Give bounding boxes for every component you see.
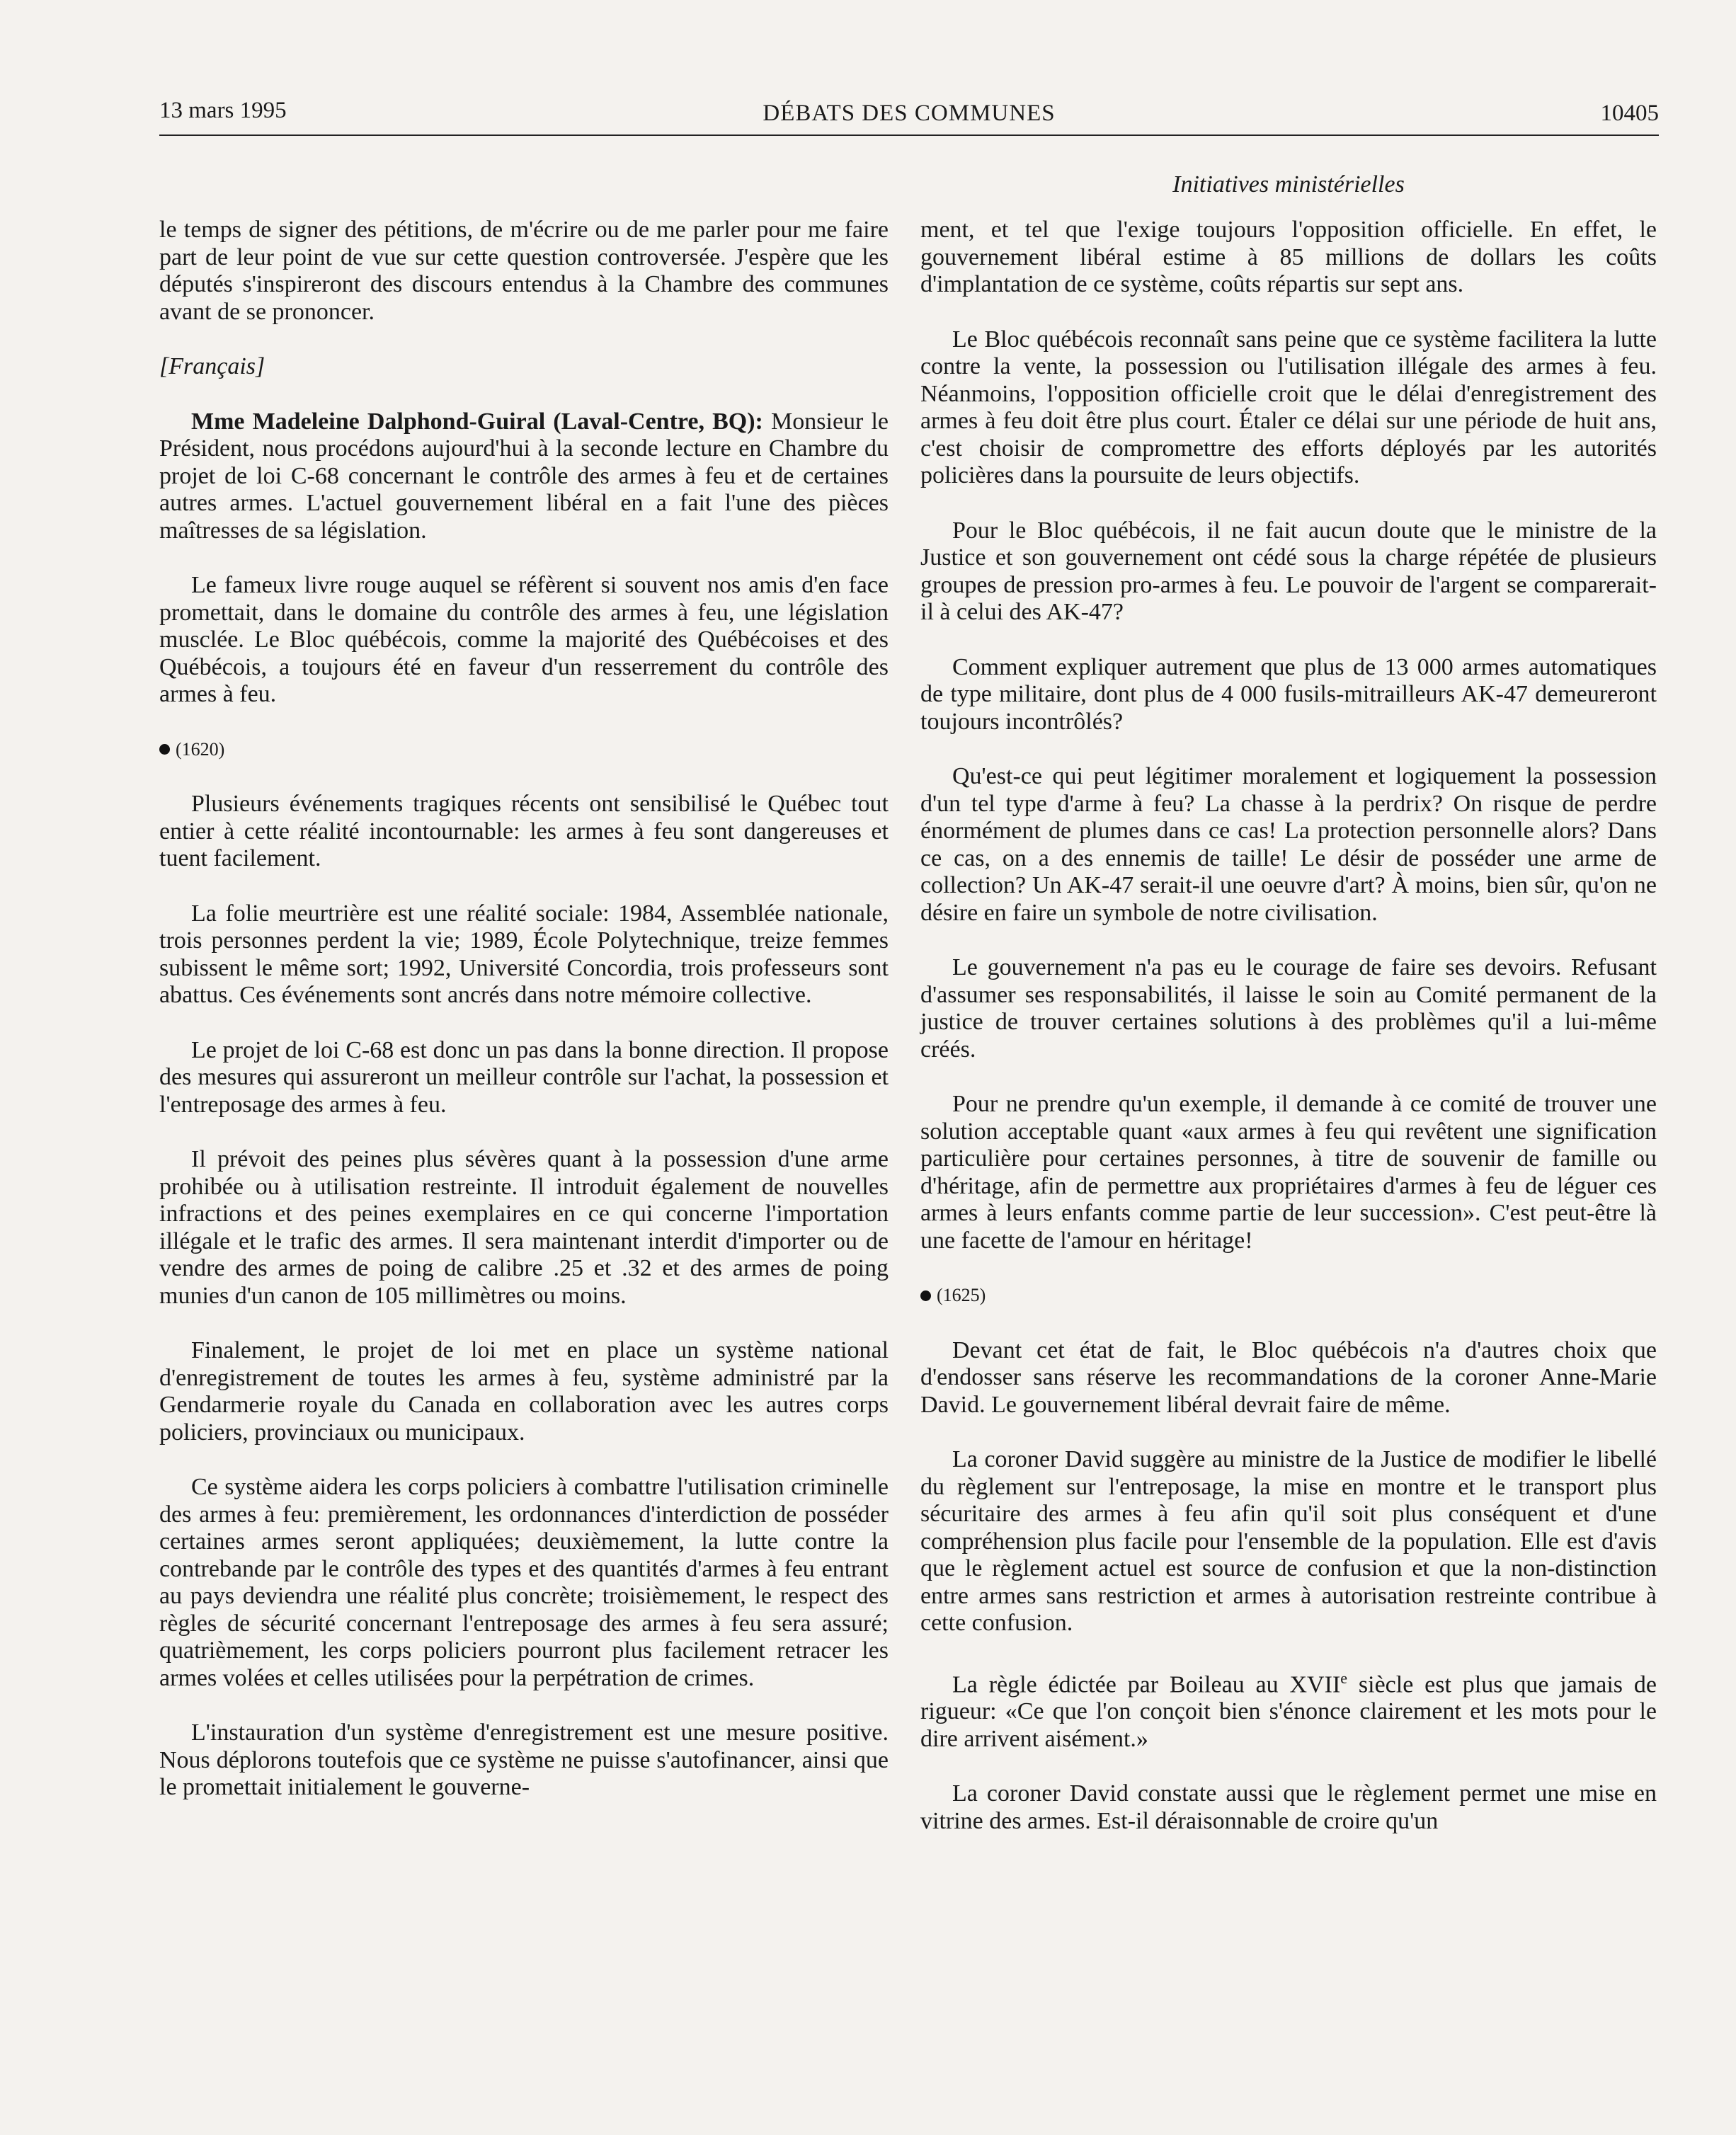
left-column xyxy=(159,217,889,1802)
paragraph: Ce système aidera les corps policiers à combattre l'utilisation criminelle des armes à feu: premièrement, les ordonnances d'interdiction de posséder certaines armes seront appliquées; deuxièmement, la lutte contre la contrebande par le contrôle des types et des quantités d'armes à feu entrant au pays deviendra une réalité plus concrète; troisièmement, le respect des règles de sécurité concernant l'entreposage des armes à feu sera assuré; quatrièmement, les corps policiers pourront plus facilement retracer les armes volées et celles utilisées pour la perpétration de crimes. xyxy=(159,1474,889,1691)
section-heading: Initiatives ministérielles xyxy=(1172,171,1405,198)
paragraph: Devant cet état de fait, le Bloc québécois n'a d'autres choix que d'endosser sans réserve les recommandations de la coroner Anne-Marie David. Le gouvernement libéral devrait faire de même. xyxy=(920,1336,1657,1418)
language-tag: [Français] xyxy=(159,353,265,379)
timestamp-text: (1620) xyxy=(176,738,225,760)
timestamp-text: (1625) xyxy=(937,1285,986,1305)
paragraph: Le projet de loi C-68 est donc un pas dans la bonne direction. Il propose des mesures qui assureront un meilleur contrôle sur l'achat, la possession et l'entreposage des armes à feu. xyxy=(159,1036,889,1118)
header-rule xyxy=(159,134,1659,136)
paragraph: Le fameux livre rouge auquel se réfèrent si souvent nos amis d'en face promettait, dans le domaine du contrôle des armes à feu, une législation musclée. Le Bloc québécois, comme la majorité des Québécoises et des Québécois, a toujours été en faveur d'un resserrement du contrôle des armes à feu. xyxy=(159,572,889,707)
paragraph: Le gouvernement n'a pas eu le courage de faire ses devoirs. Refusant d'assumer ses responsabilités, il laisse le soin au Comité permanent de la justice de trouver certaines solutions à des problèmes qu'il a lui-même créés. xyxy=(920,954,1657,1063)
paragraph: La coroner David suggère au ministre de la Justice de modifier le libellé du règlement sur l'entreposage, la mise en montre et le transport plus sécuritaire des armes à feu afin qu'il soit plus conséquent et d'une compréhension plus facile pour l'ensemble de la population. Elle est d'avis que le règlement actuel est source de confusion et que la non-distinction entre armes sans restriction et armes à autorisation restreinte contribue à cette confusion. xyxy=(920,1446,1657,1636)
paragraph: Plusieurs événements tragiques récents ont sensibilisé le Québec tout entier à cette réalité incontournable: les armes à feu sont dangereuses et tuent facilement. xyxy=(159,791,889,871)
superscript: e xyxy=(1340,1668,1348,1687)
paragraph: le temps de signer des pétitions, de m'écrire ou de me parler pour me faire part de leur point de vue sur cette question controversée. J'espère que les députés s'inspireront des discours entendus à la Chambre des communes avant de se prononcer. xyxy=(159,217,889,325)
bullet-icon xyxy=(920,1290,931,1301)
speaker-name: Mme Madeleine Dalphond-Guiral (Laval-Centre, BQ): xyxy=(191,408,763,435)
paragraph: La coroner David constate aussi que le règlement permet une mise en vitrine des armes. Est-il déraisonnable de croire qu'un xyxy=(920,1780,1657,1834)
text-run: siècle est plus que jamais de rigueur: «Ce que l'on conçoit bien s'énonce clairement et les mots pour le dire arrivent aisément.» xyxy=(920,1671,1657,1752)
text-run: La règle édictée par Boileau au XVII xyxy=(952,1671,1341,1698)
paragraph: Comment expliquer autrement que plus de 13 000 armes automatiques de type militaire, dont plus de 4 000 fusils-mitrailleurs AK-47 demeureront toujours incontrôlés? xyxy=(920,653,1657,735)
header-page-number: 10405 xyxy=(1600,101,1659,126)
timestamp xyxy=(920,1282,1657,1310)
header-journal-title: DÉBATS DES COMMUNES xyxy=(763,101,1056,126)
header-date: 13 mars 1995 xyxy=(159,98,287,123)
paragraph: L'instauration d'un système d'enregistrement est une mesure positive. Nous déplorons toutefois que ce système ne puisse s'autofinancer, ainsi que le promettait initialement le gouverne- xyxy=(159,1719,889,1800)
paragraph: Qu'est-ce qui peut légitimer moralement et logiquement la possession d'un tel type d'arme à feu? La chasse à la perdrix? On risque de perdre énormément de plumes dans ce cas! La protection personnelle alors? Dans ce cas, on a des ennemis de taille! Le désir de posséder une arme de collection? Un AK-47 serait-il une oeuvre d'art? À moins, bien sûr, qu'on ne désire en faire un symbole de notre civilisation. xyxy=(920,763,1657,926)
paragraph: La folie meurtrière est une réalité sociale: 1984, Assemblée nationale, trois personnes perdent la vie; 1989, École Polytechnique, treize femmes subissent le même sort; 1992, Université Concordia, trois professeurs sont abattus. Ces événements sont ancrés dans notre mémoire collective. xyxy=(159,900,889,1008)
paragraph: Pour le Bloc québécois, il ne fait aucun doute que le ministre de la Justice et son gouvernement ont cédé sous la charge répétée de plusieurs groupes de pression pro-armes à feu. Le pouvoir de l'argent se comparerait-il à celui des AK-47? xyxy=(920,517,1657,625)
right-column xyxy=(920,217,1657,1835)
paragraph: Pour ne prendre qu'un exemple, il demande à ce comité de trouver une solution acceptable quant «aux armes à feu qui revêtent une signification particulière pour certaines personnes, à titre de souvenir de famille ou d'héritage, afin de permettre aux propriétaires d'armes à feu de léguer ces armes à leurs enfants comme partie de leur succession». C'est peut-être là une facette de l'amour en héritage! xyxy=(920,1091,1657,1254)
page-header xyxy=(159,98,1659,132)
paragraph: ment, et tel que l'exige toujours l'opposition officielle. En effet, le gouvernement libéral estime à 85 millions de dollars les coûts d'implantation de ce système, coûts répartis sur sept ans. xyxy=(920,217,1657,297)
speech-opening xyxy=(159,408,889,545)
paragraph: Il prévoit des peines plus sévères quant à la possession d'une arme prohibée ou à utilisation restreinte. Il introduit également de nouvelles infractions et des peines exemplaires en ce qui concerne l'importation illégale et le trafic des armes. Il sera maintenant interdit d'importer ou de vendre des armes de poing de calibre .25 et .32 et des armes de poing munies d'un canon de 105 millimètres ou moins. xyxy=(159,1146,889,1309)
bullet-icon xyxy=(159,744,170,755)
paragraph: Monsieur le Président, nous procédons aujourd'hui à la seconde lecture en Chambre du projet de loi C-68 concernant le contrôle des armes à feu et de certaines autres armes. L'actuel gouvernement libéral en a fait l'une des pièces maîtresses de sa législation. xyxy=(159,408,889,544)
timestamp xyxy=(159,736,889,764)
paragraph: Finalement, le projet de loi met en place un système national d'enregistrement de toutes les armes à feu, système administré par la Gendarmerie royale du Canada en collaboration avec les autres corps policiers, provinciaux ou municipaux. xyxy=(159,1337,889,1446)
paragraph: Le Bloc québécois reconnaît sans peine que ce système facilitera la lutte contre la vente, la possession ou l'utilisation illégale des armes à feu. Néanmoins, l'opposition officielle croit que le délai d'enregistrement des armes à feu doit être plus court. Étaler ce délai sur une période de huit ans, c'est choisir de compromettre des efforts déployés par les autorités policières dans la poursuite de leurs objectifs. xyxy=(920,326,1657,488)
paragraph xyxy=(920,1665,1657,1753)
